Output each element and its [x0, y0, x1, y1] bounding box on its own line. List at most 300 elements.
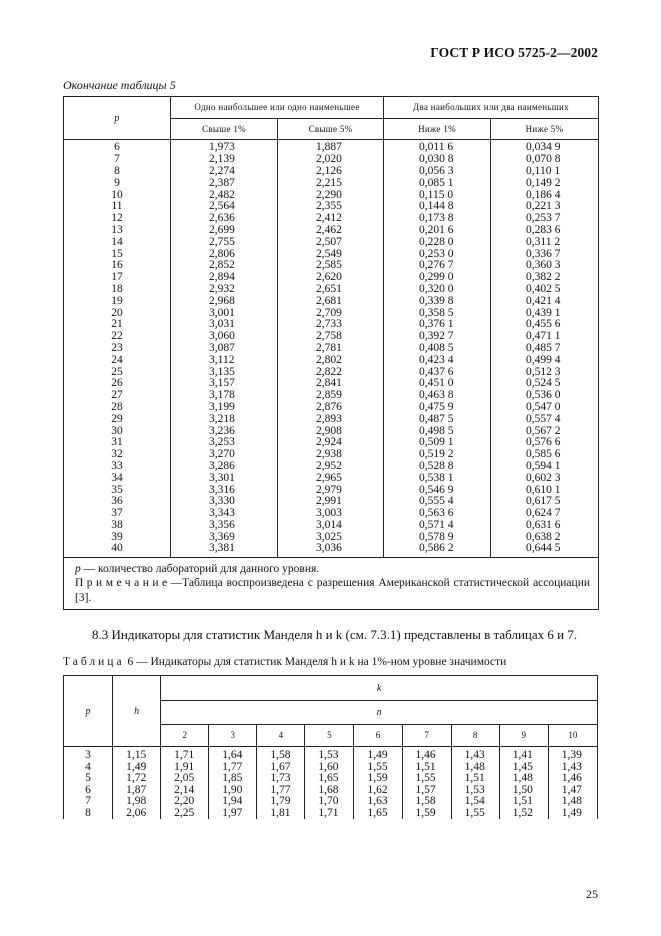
table-cell: 2,462 — [278, 225, 384, 237]
table-cell: 21 — [64, 319, 171, 331]
footnote-text: — количество лабораторий для данного уровня. — [80, 562, 320, 575]
table-cell: 0,056 3 — [384, 166, 491, 178]
table-cell: 31 — [64, 437, 171, 449]
table-cell: 1,59 — [402, 808, 451, 820]
note-label: Примечание — [75, 577, 171, 590]
table-cell: 1,70 — [305, 796, 354, 808]
table-cell: 3,025 — [278, 531, 384, 543]
table-cell: 2,699 — [171, 225, 278, 237]
table-row — [64, 531, 599, 543]
table-cell: 1,887 — [278, 140, 384, 154]
table-cell: 2,06 — [113, 808, 161, 820]
table5-body — [64, 140, 599, 558]
table-cell: 1,72 — [113, 773, 161, 785]
table-cell: 1,67 — [257, 762, 305, 774]
table-cell: 0,547 0 — [491, 402, 599, 414]
table-cell: 1,48 — [499, 773, 548, 785]
table-row — [64, 484, 599, 496]
table-cell: 2,894 — [171, 272, 278, 284]
table-row — [64, 425, 599, 437]
table-cell: 3,301 — [171, 472, 278, 484]
table-cell: 0,509 1 — [384, 437, 491, 449]
table5-group2-header: Два наибольших или два наименьших — [384, 97, 599, 119]
table-cell: 0,423 4 — [384, 354, 491, 366]
table5 — [63, 96, 599, 610]
table-cell: 24 — [64, 354, 171, 366]
table-cell: 2,781 — [278, 343, 384, 355]
table-row — [64, 747, 598, 762]
table-row — [64, 201, 599, 213]
table-cell: 1,59 — [354, 773, 402, 785]
table-cell: 40 — [64, 543, 171, 557]
table-row — [64, 796, 598, 808]
table-row — [64, 449, 599, 461]
table-cell: 2,841 — [278, 378, 384, 390]
table-cell: 0,624 7 — [491, 508, 599, 520]
table-cell: 1,58 — [402, 796, 451, 808]
table-cell: 0,644 5 — [491, 543, 599, 557]
table-cell: 23 — [64, 343, 171, 355]
table-cell: 2,215 — [278, 177, 384, 189]
table-cell: 1,50 — [499, 785, 548, 797]
table-cell: 19 — [64, 295, 171, 307]
table-cell: 18 — [64, 284, 171, 296]
table6-n-value: 10 — [548, 724, 597, 746]
table-cell: 1,55 — [451, 808, 499, 820]
table-cell: 2,139 — [171, 154, 278, 166]
table-cell: 1,43 — [548, 762, 597, 774]
table-cell: 2,859 — [278, 390, 384, 402]
table-cell: 38 — [64, 520, 171, 532]
table-cell: 0,610 1 — [491, 484, 599, 496]
table-cell: 1,73 — [257, 773, 305, 785]
table-cell: 3,236 — [171, 425, 278, 437]
table-cell: 0,439 1 — [491, 307, 599, 319]
table-cell: 36 — [64, 496, 171, 508]
table-cell: 3,060 — [171, 331, 278, 343]
table-cell: 0,536 0 — [491, 390, 599, 402]
table6-n-value: 9 — [499, 724, 548, 746]
table-cell: 3,218 — [171, 413, 278, 425]
table-cell: 0,173 8 — [384, 213, 491, 225]
table-cell: 3,112 — [171, 354, 278, 366]
table-cell: 1,49 — [548, 808, 597, 820]
table-cell: 0,576 6 — [491, 437, 599, 449]
table-cell: 0,451 0 — [384, 378, 491, 390]
table-cell: 0,253 7 — [491, 213, 599, 225]
table-cell: 0,538 1 — [384, 472, 491, 484]
table-cell: 30 — [64, 425, 171, 437]
table-cell: 2,802 — [278, 354, 384, 366]
table-cell: 1,53 — [305, 747, 354, 762]
table-cell: 0,085 1 — [384, 177, 491, 189]
table-cell: 1,973 — [171, 140, 278, 154]
table-cell: 5 — [64, 773, 113, 785]
table5-subheader: Свыше 5% — [278, 119, 384, 140]
table-cell: 1,71 — [161, 747, 209, 762]
table-cell: 3,178 — [171, 390, 278, 402]
table-row — [64, 413, 599, 425]
table-cell: 2,709 — [278, 307, 384, 319]
table-row — [64, 177, 599, 189]
table6-caption-rest: 6 — Индикаторы для статистик Манделя h и k на 1%-ном уровне значимости — [124, 656, 507, 668]
table-cell: 3,157 — [171, 378, 278, 390]
table-cell: 2,020 — [278, 154, 384, 166]
table5-p-header: p — [64, 97, 171, 140]
table-cell: 1,58 — [257, 747, 305, 762]
table-cell: 10 — [64, 189, 171, 201]
table-cell: 2,274 — [171, 166, 278, 178]
table-row — [64, 260, 599, 272]
table-cell: 3,330 — [171, 496, 278, 508]
table-cell: 0,512 3 — [491, 366, 599, 378]
table-cell: 0,638 2 — [491, 531, 599, 543]
table-cell: 28 — [64, 402, 171, 414]
table-cell: 1,98 — [113, 796, 161, 808]
table-cell: 2,355 — [278, 201, 384, 213]
table-cell: 3 — [64, 747, 113, 762]
table6-n-value: 5 — [305, 724, 354, 746]
table-cell: 1,57 — [402, 785, 451, 797]
table-row — [64, 331, 599, 343]
table-cell: 7 — [64, 796, 113, 808]
table-cell: 2,932 — [171, 284, 278, 296]
table5-footnote — [75, 562, 590, 577]
table-cell: 1,43 — [451, 747, 499, 762]
table-cell: 0,144 8 — [384, 201, 491, 213]
table-cell: 1,46 — [402, 747, 451, 762]
table-row — [64, 166, 599, 178]
footnote-symbol: p — [75, 562, 81, 575]
table-cell: 0,299 0 — [384, 272, 491, 284]
table-cell: 2,507 — [278, 236, 384, 248]
table-cell: 0,186 4 — [491, 189, 599, 201]
table-cell: 2,938 — [278, 449, 384, 461]
table-cell: 0,149 2 — [491, 177, 599, 189]
table-cell: 1,49 — [113, 762, 161, 774]
table-cell: 1,91 — [161, 762, 209, 774]
table-cell: 1,51 — [402, 762, 451, 774]
table-cell: 3,343 — [171, 508, 278, 520]
table-row — [64, 248, 599, 260]
table-row — [64, 461, 599, 473]
table-row — [64, 390, 599, 402]
table-cell: 12 — [64, 213, 171, 225]
table-cell: 2,05 — [161, 773, 209, 785]
table-cell: 1,90 — [209, 785, 257, 797]
table-cell: 0,563 6 — [384, 508, 491, 520]
table-cell: 6 — [64, 785, 113, 797]
table-cell: 2,758 — [278, 331, 384, 343]
table-row — [64, 284, 599, 296]
table-cell: 2,25 — [161, 808, 209, 820]
table-cell: 22 — [64, 331, 171, 343]
table-cell: 0,221 3 — [491, 201, 599, 213]
table-cell: 1,48 — [548, 796, 597, 808]
table5-subheader: Ниже 1% — [384, 119, 491, 140]
table-cell: 0,585 6 — [491, 449, 599, 461]
table-cell: 0,339 8 — [384, 295, 491, 307]
table-cell: 0,524 5 — [491, 378, 599, 390]
table-cell: 3,199 — [171, 402, 278, 414]
table6-n-value: 3 — [209, 724, 257, 746]
table-cell: 0,485 7 — [491, 343, 599, 355]
table-cell: 14 — [64, 236, 171, 248]
table-cell: 1,54 — [451, 796, 499, 808]
note-text: —Таблица воспроизведена с разрешения Американской статистической ассоциации [3]. — [75, 577, 591, 604]
table-cell: 0,320 0 — [384, 284, 491, 296]
table-cell: 2,806 — [171, 248, 278, 260]
table-cell: 0,498 5 — [384, 425, 491, 437]
table-cell: 35 — [64, 484, 171, 496]
table-cell: 0,602 3 — [491, 472, 599, 484]
table6-caption-word: Таблица — [63, 656, 125, 668]
table-cell: 2,822 — [278, 366, 384, 378]
table-cell: 0,555 4 — [384, 496, 491, 508]
table-cell: 13 — [64, 225, 171, 237]
table5-note — [75, 576, 590, 605]
table-cell: 29 — [64, 413, 171, 425]
paragraph-8-3: 8.3 Индикаторы для статистик Манделя h и k (см. 7.3.1) представлены в таблицах 6 и 7. — [92, 627, 578, 642]
table-cell: 1,85 — [209, 773, 257, 785]
table-cell: 27 — [64, 390, 171, 402]
table-cell: 0,201 6 — [384, 225, 491, 237]
table-cell: 3,014 — [278, 520, 384, 532]
table-cell: 8 — [64, 166, 171, 178]
table-cell: 0,360 3 — [491, 260, 599, 272]
table-cell: 2,549 — [278, 248, 384, 260]
table-cell: 3,286 — [171, 461, 278, 473]
table-cell: 1,62 — [354, 785, 402, 797]
table6-n-value: 8 — [451, 724, 499, 746]
table-cell: 1,39 — [548, 747, 597, 762]
table-cell: 1,51 — [451, 773, 499, 785]
table-cell: 0,455 6 — [491, 319, 599, 331]
table-cell: 1,77 — [257, 785, 305, 797]
table-cell: 3,003 — [278, 508, 384, 520]
table-cell: 2,755 — [171, 236, 278, 248]
table-cell: 0,011 6 — [384, 140, 491, 154]
table6-p-header: p — [64, 676, 113, 747]
table-cell: 2,924 — [278, 437, 384, 449]
table-row — [64, 378, 599, 390]
table-cell: 0,408 5 — [384, 343, 491, 355]
table-cell: 1,53 — [451, 785, 499, 797]
table-cell: 25 — [64, 366, 171, 378]
table-cell: 1,65 — [354, 808, 402, 820]
table-cell: 2,620 — [278, 272, 384, 284]
table-row — [64, 236, 599, 248]
table-cell: 4 — [64, 762, 113, 774]
table6-k-header: k — [161, 676, 598, 701]
table-cell: 1,52 — [499, 808, 548, 820]
table-cell: 1,51 — [499, 796, 548, 808]
table-row — [64, 520, 599, 532]
table-cell: 3,253 — [171, 437, 278, 449]
table-row — [64, 307, 599, 319]
table-cell: 2,733 — [278, 319, 384, 331]
table-row — [64, 354, 599, 366]
table-cell: 1,49 — [354, 747, 402, 762]
table6-h-header: h — [113, 676, 161, 747]
table-cell: 0,528 8 — [384, 461, 491, 473]
table-row — [64, 140, 599, 154]
table-cell: 0,228 0 — [384, 236, 491, 248]
table-cell: 0,471 1 — [491, 331, 599, 343]
table-row — [64, 366, 599, 378]
table6-n-value: 6 — [354, 724, 402, 746]
table-cell: 0,475 9 — [384, 402, 491, 414]
table-cell: 6 — [64, 140, 171, 154]
table-cell: 0,594 1 — [491, 461, 599, 473]
table-cell: 2,991 — [278, 496, 384, 508]
table-cell: 1,41 — [499, 747, 548, 762]
table-cell: 3,031 — [171, 319, 278, 331]
table-cell: 0,402 5 — [491, 284, 599, 296]
document-header: ГОСТ Р ИСО 5725-2—2002 — [430, 45, 598, 60]
table-cell: 0,358 5 — [384, 307, 491, 319]
table-cell: 33 — [64, 461, 171, 473]
table-row — [64, 154, 599, 166]
table-cell: 2,585 — [278, 260, 384, 272]
table-row — [64, 225, 599, 237]
table-cell: 11 — [64, 201, 171, 213]
table-cell: 32 — [64, 449, 171, 461]
table-cell: 0,546 9 — [384, 484, 491, 496]
table-cell: 1,55 — [354, 762, 402, 774]
table-cell: 39 — [64, 531, 171, 543]
table-cell: 0,115 0 — [384, 189, 491, 201]
table-cell: 3,369 — [171, 531, 278, 543]
table-row — [64, 402, 599, 414]
table-cell: 2,636 — [171, 213, 278, 225]
table-cell: 0,617 5 — [491, 496, 599, 508]
table-cell: 0,034 9 — [491, 140, 599, 154]
table-cell: 0,253 0 — [384, 248, 491, 260]
table-cell: 1,45 — [499, 762, 548, 774]
table-cell: 0,070 8 — [491, 154, 599, 166]
table-cell: 2,14 — [161, 785, 209, 797]
table-cell: 0,487 5 — [384, 413, 491, 425]
table-cell: 0,499 4 — [491, 354, 599, 366]
table-row — [64, 472, 599, 484]
table-cell: 2,564 — [171, 201, 278, 213]
table-cell: 1,55 — [402, 773, 451, 785]
table-cell: 2,852 — [171, 260, 278, 272]
table-cell: 0,283 6 — [491, 225, 599, 237]
table-cell: 3,356 — [171, 520, 278, 532]
table-cell: 2,979 — [278, 484, 384, 496]
table-cell: 20 — [64, 307, 171, 319]
table-row — [64, 808, 598, 820]
table-row — [64, 319, 599, 331]
table-row — [64, 543, 599, 557]
table-cell: 8 — [64, 808, 113, 820]
table-cell: 1,65 — [305, 773, 354, 785]
table-cell: 1,15 — [113, 747, 161, 762]
table-cell: 2,387 — [171, 177, 278, 189]
table-row — [64, 213, 599, 225]
table-cell: 15 — [64, 248, 171, 260]
table-cell: 0,567 2 — [491, 425, 599, 437]
table-cell: 3,316 — [171, 484, 278, 496]
table-cell: 2,126 — [278, 166, 384, 178]
table6-n-value: 7 — [402, 724, 451, 746]
table-cell: 0,631 6 — [491, 520, 599, 532]
table-cell: 0,586 2 — [384, 543, 491, 557]
table-row — [64, 295, 599, 307]
table-cell: 1,64 — [209, 747, 257, 762]
table-cell: 0,110 1 — [491, 166, 599, 178]
table-cell: 2,952 — [278, 461, 384, 473]
table6-n-value: 4 — [257, 724, 305, 746]
table6 — [63, 675, 598, 819]
table-cell: 2,482 — [171, 189, 278, 201]
table-row — [64, 773, 598, 785]
table-cell: 0,336 7 — [491, 248, 599, 260]
table-cell: 26 — [64, 378, 171, 390]
table-row — [64, 189, 599, 201]
table-cell: 3,270 — [171, 449, 278, 461]
table-cell: 0,519 2 — [384, 449, 491, 461]
table-row — [64, 508, 599, 520]
table5-caption: Окончание таблицы 5 — [63, 78, 176, 92]
table-cell: 2,412 — [278, 213, 384, 225]
table-cell: 1,79 — [257, 796, 305, 808]
table6-n-value: 2 — [161, 724, 209, 746]
table-cell: 1,60 — [305, 762, 354, 774]
table-cell: 3,001 — [171, 307, 278, 319]
table-cell: 1,47 — [548, 785, 597, 797]
table-row — [64, 272, 599, 284]
table-cell: 3,135 — [171, 366, 278, 378]
table5-subheader: Ниже 5% — [491, 119, 599, 140]
table-cell: 3,381 — [171, 543, 278, 557]
table-row — [64, 437, 599, 449]
table-cell: 2,20 — [161, 796, 209, 808]
table-cell: 0,392 7 — [384, 331, 491, 343]
table6-n-header: n — [161, 701, 598, 724]
table-cell: 0,030 8 — [384, 154, 491, 166]
table6-caption — [63, 656, 506, 668]
table-cell: 1,68 — [305, 785, 354, 797]
table-cell: 7 — [64, 154, 171, 166]
table-cell: 1,46 — [548, 773, 597, 785]
table-cell: 1,48 — [451, 762, 499, 774]
table-cell: 0,311 2 — [491, 236, 599, 248]
table-cell: 16 — [64, 260, 171, 272]
table-cell: 1,63 — [354, 796, 402, 808]
table-cell: 1,97 — [209, 808, 257, 820]
table-cell: 3,036 — [278, 543, 384, 557]
table-cell: 2,290 — [278, 189, 384, 201]
table-cell: 0,421 4 — [491, 295, 599, 307]
table-cell: 1,94 — [209, 796, 257, 808]
table-cell: 0,571 4 — [384, 520, 491, 532]
table-cell: 0,463 8 — [384, 390, 491, 402]
table-cell: 0,276 7 — [384, 260, 491, 272]
table-cell: 1,87 — [113, 785, 161, 797]
table-cell: 2,968 — [171, 295, 278, 307]
table-cell: 0,382 2 — [491, 272, 599, 284]
table-cell: 0,437 6 — [384, 366, 491, 378]
table-cell: 17 — [64, 272, 171, 284]
table-cell: 2,876 — [278, 402, 384, 414]
table-cell: 34 — [64, 472, 171, 484]
table-cell: 2,651 — [278, 284, 384, 296]
table-cell: 2,681 — [278, 295, 384, 307]
table-cell: 1,71 — [305, 808, 354, 820]
